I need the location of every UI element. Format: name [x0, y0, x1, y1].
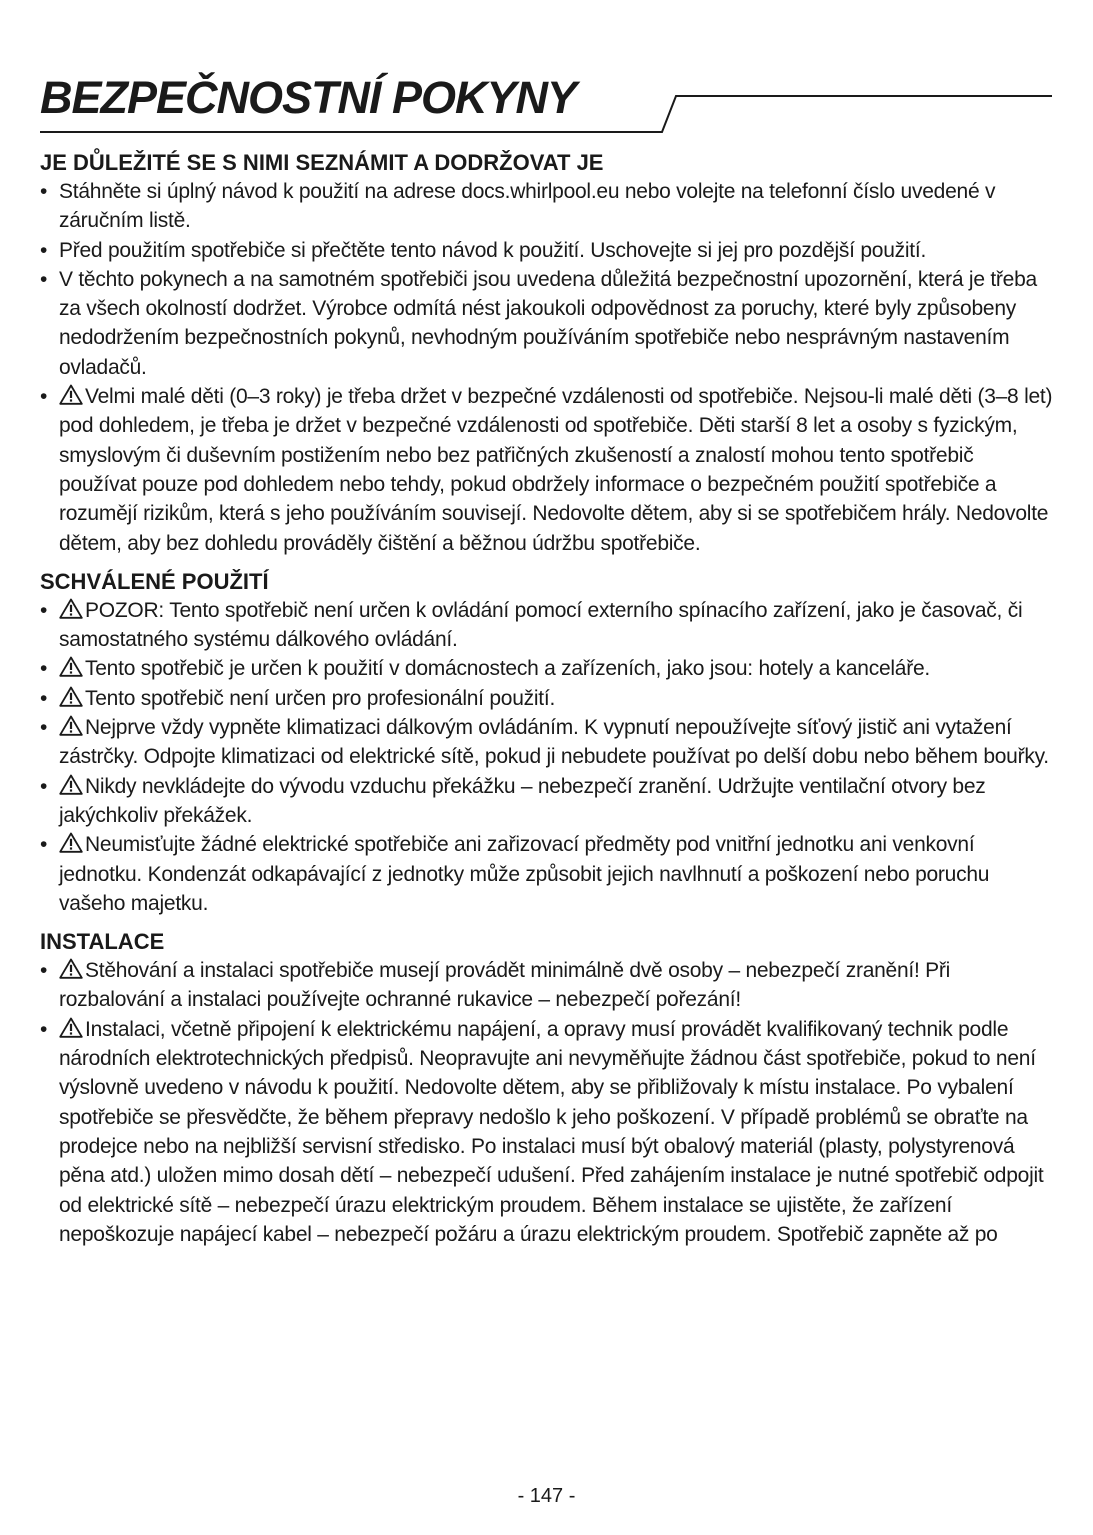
page-number: - 147 -	[517, 1485, 576, 1507]
bullet-icon: •	[40, 833, 48, 857]
bullet-list	[40, 177, 1055, 558]
warning-triangle-icon	[59, 832, 83, 853]
bullet-icon: •	[40, 716, 48, 740]
warning-triangle-icon	[59, 958, 83, 979]
list-item	[40, 265, 1055, 382]
section-installation	[40, 927, 1055, 1249]
section-approved-use	[40, 567, 1055, 918]
bullet-icon: •	[40, 959, 48, 983]
item-text: Stáhněte si úplný návod k použití na adrese docs.whirlpool.eu nebo volejte na telefonní číslo uvedené v záručním listě.	[59, 180, 996, 233]
item-text: Před použitím spotřebiče si přečtěte tento návod k použití. Uschovejte si jej pro pozdější použití.	[59, 238, 927, 262]
list-item	[40, 177, 1055, 236]
item-text: Stěhování a instalaci spotřebiče musejí provádět minimálně dvě osoby – nebezpečí zranění! Při rozbalování a instalaci používejte ochranné rukavice – nebezpečí pořezání!	[59, 959, 951, 1012]
page-header	[40, 66, 1052, 138]
section-heading: SCHVÁLENÉ POUŽITÍ	[40, 568, 269, 594]
list-item	[40, 684, 1055, 713]
bullet-icon: •	[40, 598, 48, 622]
list-item	[40, 382, 1055, 558]
bullet-icon: •	[40, 180, 48, 203]
list-item	[40, 713, 1055, 772]
bullet-list	[40, 956, 1055, 1249]
warning-triangle-icon	[59, 774, 83, 795]
list-item	[40, 654, 1055, 683]
document-body	[40, 148, 1055, 1258]
bullet-icon: •	[40, 774, 48, 798]
list-item	[40, 1015, 1055, 1249]
section-heading: INSTALACE	[40, 929, 165, 955]
bullet-icon: •	[40, 238, 48, 262]
bullet-icon: •	[40, 385, 48, 409]
warning-triangle-icon	[59, 686, 83, 707]
item-text: V těchto pokynech a na samotném spotřebiči jsou uvedena důležitá bezpečnostní upozornění, která je třeba za všech okolností dodržet. Výrobce odmítá nést jakoukoli odpovědnost za poruchy, které byly způsobeny nedodržením bezpečnostních pokynů, nevhodným používáním spotřebiče nebo nesprávným nastavením ovladačů.	[59, 267, 1037, 379]
item-text: Velmi malé děti (0–3 roky) je třeba držet v bezpečné vzdálenosti od spotřebiče. Nejsou-li malé děti (3–8 let) pod dohledem, je třeba je držet v bezpečné vzdálenosti od spotřebiče. Děti starší 8 let a osoby s fyzickým, smyslovým či duševním postižením nebo bez patřičných zkušeností a znalostí mohou tento spotřebič používat pouze pod dohledem nebo tehdy, pokud obdržely informace o bezpečném použití spotřebiče a rozumějí rizikům, která s jeho používáním souvisejí. Nedovolte dětem, aby si se spotřebičem hrály. Nedovolte dětem, aby bez dohledu prováděly čištění a běžnou údržbu spotřebiče.	[59, 385, 1053, 555]
item-text: Nejprve vždy vypněte klimatizaci dálkovým ovládáním. K vypnutí nepoužívejte síťový jistič ani vytažení zástrčky. Odpojte klimatizaci od elektrické sítě, pokud ji nebudete používat po delší dobu nebo během bouřky.	[59, 716, 1049, 769]
warning-triangle-icon	[59, 656, 83, 677]
item-text: POZOR: Tento spotřebič není určen k ovládání pomocí externího spínacího zařízení, jako je časovač, či samostatného systému dálkového ovládání.	[59, 598, 1023, 652]
warning-triangle-icon	[59, 598, 83, 619]
bullet-list	[40, 596, 1055, 918]
page-title: BEZPEČNOSTNÍ POKYNY	[40, 72, 577, 123]
item-text: Instalaci, včetně připojení k elektrickému napájení, a opravy musí provádět kvalifikovaný technik podle národních elektrotechnických předpisů. Neopravujte ani nevyměňujte žádnou část spotřebiče, pokud to není výslovně uvedeno v návodu k použití. Nedovolte dětem, aby se přibližovaly k místu instalace. Po vybalení spotřebiče se přesvědčte, že během přepravy nedošlo k jeho poškození. V případě problémů se obraťte na prodejce nebo na nejbližší servisní středisko. Po instalaci musí být obalový materiál (plasty, polystyrenová pěna atd.) uložen mimo dosah dětí – nebezpečí udušení. Před zahájením instalace je nutné spotřebič odpojit od elektrické sítě – nebezpečí úrazu elektrickým proudem. Během instalace se ujistěte, že zařízení nepoškozuje napájecí kabel – nebezpečí požáru a úrazu elektrickým proudem. Spotřebič zapněte až po	[59, 1017, 1044, 1246]
bullet-icon: •	[40, 657, 48, 681]
warning-triangle-icon	[59, 384, 83, 405]
bullet-icon: •	[40, 1017, 48, 1041]
section-heading: JE DŮLEŽITÉ SE S NIMI SEZNÁMIT A DODRŽOVAT JE	[40, 150, 604, 175]
section-important	[40, 148, 1055, 558]
bullet-icon: •	[40, 686, 48, 710]
list-item	[40, 596, 1055, 655]
item-text: Tento spotřebič není určen pro profesionální použití.	[85, 686, 556, 710]
item-text: Tento spotřebič je určen k použití v domácnostech a zařízeních, jako jsou: hotely a kanceláře.	[85, 657, 930, 681]
warning-triangle-icon	[59, 1017, 83, 1038]
list-item	[40, 236, 1055, 265]
bullet-icon: •	[40, 267, 48, 291]
warning-triangle-icon	[59, 715, 83, 736]
item-text: Nikdy nevkládejte do vývodu vzduchu překážku – nebezpečí zranění. Udržujte ventilační otvory bez jakýchkoliv překážek.	[59, 774, 986, 827]
list-item	[40, 956, 1055, 1015]
item-text: Neumisťujte žádné elektrické spotřebiče ani zařizovací předměty pod vnitřní jednotku ani venkovní jednotku. Kondenzát odkapávající z jednotky může způsobit jejich navlhnutí a poškození nebo poruchu vašeho majetku.	[59, 833, 990, 915]
list-item	[40, 772, 1055, 831]
list-item	[40, 830, 1055, 918]
